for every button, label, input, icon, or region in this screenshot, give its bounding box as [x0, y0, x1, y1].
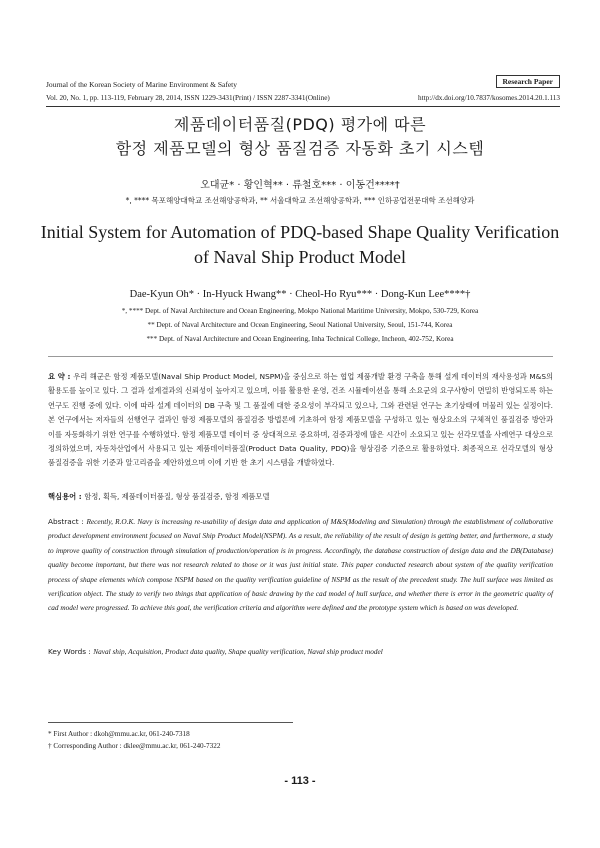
first-author-footnote: * First Author : dkoh@mmu.ac.kr, 061-240-7318 [48, 730, 190, 738]
korean-keywords [48, 490, 553, 504]
korean-abstract-label: 요 약 : [48, 372, 74, 381]
korean-affiliation: *, **** 목포해양대학교 조선해양공학과, ** 서울대학교 조선해양공학과, *** 인하공업전문대학 조선해양과 [125, 196, 475, 205]
english-keywords [48, 645, 553, 659]
volume-info: Vol. 20, No. 1, pp. 113-119, February 28, 2014, ISSN 1229-3431(Print) / ISSN 2287-3341(Online) [46, 94, 330, 102]
korean-title-line2: 함정 제품모델의 형상 품질검증 자동화 초기 시스템 [115, 139, 485, 158]
english-affiliation-1: *, **** Dept. of Naval Architecture and Ocean Engineering, Mokpo National Maritime University, Mokpo, 530-729, Korea [121, 307, 479, 315]
english-affiliation-3: *** Dept. of Naval Architecture and Ocean Engineering, Inha Technical College, Incheon, 402-752, Korea [146, 335, 454, 343]
korean-keywords-text: 함정, 획득, 제품데이터품질, 형상 품질검증, 함정 제품모델 [84, 492, 270, 501]
english-affiliation-2: ** Dept. of Naval Architecture and Ocean Engineering, Seoul National University, Seoul, 151-744, Korea [147, 321, 453, 329]
english-authors: Dae-Kyun Oh* · In-Hyuck Hwang** · Cheol-Ho Ryu*** · Dong-Kun Lee****† [129, 289, 471, 300]
korean-abstract [48, 370, 553, 471]
journal-name: Journal of the Korean Society of Marine Environment & Safety [46, 80, 237, 89]
english-title-line1: Initial System for Automation of PDQ-based Shape Quality Verification [40, 222, 560, 242]
doi-link[interactable]: http://dx.doi.org/10.7837/kosomes.2014.20.1.113 [418, 94, 560, 102]
english-abstract-text: Recently, R.O.K. Navy is increasing re-usability of design data and application of M&S(Modeling and Simulation) through the establishment of collaborative product development environment focused on Naval Ship Product Model(NSPM). As a result, the reliability of the result of design is getting better, and furthermore, a study to improve quality of construction through simulation of production/operation is in progress. Accordingly, the database construction of design data and the DB(Database) quality become important, but there was not research related to those or it was just initial state. This paper conducted research about system of the quality verification process of shape elements which compose NSPM based on the quality verification guideline of NSPM as the result of the precedent study. The hull surface was limited as verification object. The study to verify two things that application of basic drawing by the cad model of hull surface, and whether there is error in the geometric quality of cad model were progressed. To achieve this goal, the verification criteria and algorithm were defined and the prototype system which is based on was developed. [48, 517, 553, 613]
korean-title-line1: 제품데이터품질(PDQ) 평가에 따른 [173, 115, 427, 134]
section-divider [48, 356, 553, 357]
korean-abstract-text: 우리 해군은 함정 제품모델(Naval Ship Product Model, NSPM)을 중심으로 하는 협업 제품개발 환경 구축을 통해 설계 데이터의 재사용성과 M&S의 활용도를 높이고 있다. 그 결과 설계결과의 신뢰성이 높아지고 있으며, 이를 활용한 운영, 건조 시뮬레이션을 통해 소요군의 요구사항이 면밀히 반영되도록 하는 연구도 진행 중에 있다. 이에 따라 설계 데이터의 DB 구축 및 그 품질에 대한 중요성이 부각되고 있으나, 그와 관련된 연구는 초기상태에 머물러 있는 실정이다. 본 연구에서는 저자들의 선행연구 결과인 함정 제품모델의 품질검증 방법론에 기초하여 함정 제품모델을 구성하고 있는 형상요소의 구체적인 품질검증 방안과 이를 자동화하기 위한 연구를 수행하였다. 함정 제품모델 데이터 중 상대적으로 중요하며, 검증과정에 많은 시간이 소요되고 있는 선각모델을 사례연구 대상으로 정의하였으며, 자동차산업에서 사용되고 있는 제품데이터품질(Product Data Quality, PDQ)을 형상검증 기준으로 활용하였다. 최종적으로 선각모델의 형상 품질검증을 위한 기준과 알고리즘을 제안하였으며 이에 기반 한 초기 시스템을 개발하였다. [48, 372, 553, 468]
korean-keywords-label: 핵심용어 : [48, 492, 85, 501]
research-paper-badge: Research Paper [496, 75, 560, 88]
english-keywords-text: Naval ship, Acquisition, Product data quality, Shape quality verification, Naval ship product model [93, 647, 383, 656]
korean-authors: 오대균* · 황인혁** · 류철호*** · 이동건****† [200, 180, 400, 191]
english-title-line2: of Naval Ship Product Model [194, 247, 406, 267]
english-abstract-label: Abstract : [48, 517, 87, 526]
english-keywords-label: Key Words : [48, 647, 94, 656]
page-number: - 113 - [284, 775, 316, 787]
header-rule [46, 106, 560, 107]
corresponding-author-footnote: † Corresponding Author : dklee@mmu.ac.kr, 061-240-7322 [48, 742, 221, 750]
footnote-rule [48, 722, 293, 723]
english-abstract [48, 515, 553, 616]
